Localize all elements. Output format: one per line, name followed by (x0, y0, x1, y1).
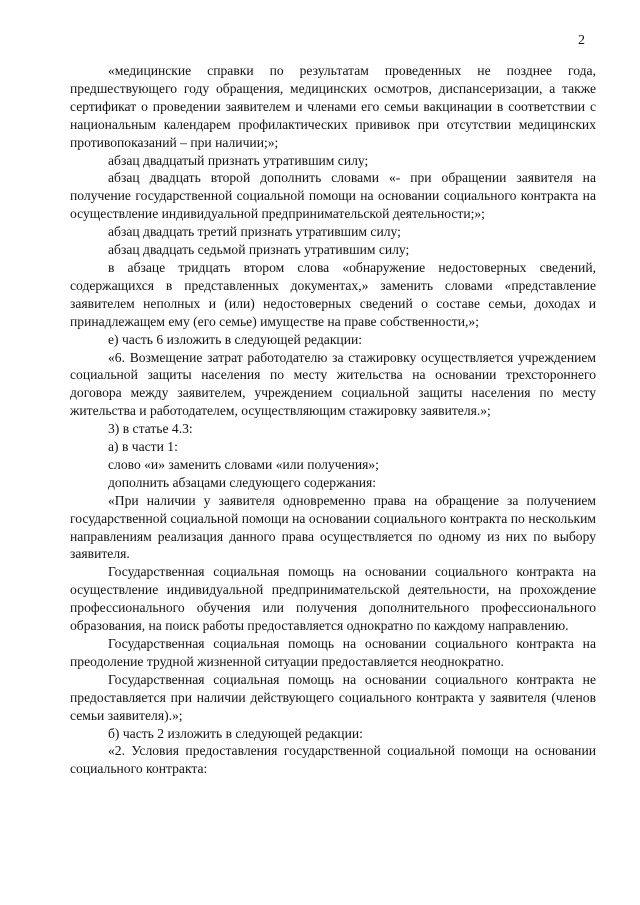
page-number: 2 (578, 33, 585, 48)
paragraph-twentieth-repealed: абзац двадцатый признать утратившим силу; (108, 152, 369, 168)
document-body (70, 62, 596, 778)
paragraph-multiple-directions: «При наличии у заявителя одновременно права на обращение за получением государственной социальной помощи на основании социального контракта по нескольким направлениям реализация данного права осуществляется по одному из них по выбору заявителя. (70, 492, 596, 562)
paragraph-part-1: а) в части 1: (108, 439, 178, 455)
paragraph-not-provided: Государственная социальная помощь на основании социального контракта не предоставляется при наличии действующего социального контракта у заявителя (членов семьи заявителя).»; (70, 671, 596, 723)
paragraph-part-2-heading: б) часть 2 изложить в следующей редакции: (108, 725, 363, 741)
paragraph-part-2-text: «2. Условия предоставления государственной социальной помощи на основании социального контракта: (70, 743, 596, 777)
paragraph-once-per-direction: Государственная социальная помощь на основании социального контракта на осуществление индивидуальной предпринимательской деятельности, на прохождение профессионального обучения или получения дополнительного профессионального образования, на поиск работы предоставляется однократно по каждому направлению. (70, 564, 596, 634)
paragraph-medical-certificates: «медицинские справки по результатам проведенных не позднее года, предшествующего году обращения, медицинских осмотров, диспансеризации, а также сертификат о проведении заявителем и членами его семьи вакцинации в соответствии с национальным календарем профилактических прививок при отсутствии медицинских противопоказаний – при наличии;»; (70, 63, 596, 150)
paragraph-part-6-text: «6. Возмещение затрат работодателю за стажировку осуществляется учреждением социальной защиты населения по месту жительства на основании трехстороннего договора между заявителем, учреждением социальной защиты населения по месту жительства и работодателем, осуществляющим стажировку заявителя.»; (70, 349, 596, 419)
paragraph-part-6-heading: е) часть 6 изложить в следующей редакции: (108, 331, 363, 347)
paragraph-add-abzacs: дополнить абзацами следующего содержания: (108, 474, 377, 490)
paragraph-twenty-third-repealed: абзац двадцать третий признать утратившим силу; (108, 224, 401, 240)
paragraph-word-replace: слово «и» заменить словами «или получения»; (108, 456, 379, 472)
paragraph-twenty-second: абзац двадцать второй дополнить словами «- при обращении заявителя на получение государственной социальной помощи на основании социального контракта на осуществление индивидуальной предпринимательской деятельности;»; (70, 170, 596, 222)
paragraph-repeatedly: Государственная социальная помощь на основании социального контракта на преодоление трудной жизненной ситуации предоставляется неоднократно. (70, 636, 596, 669)
paragraph-thirty-second: в абзаце тридцать втором слова «обнаружение недостоверных сведений, содержащихся в представленных документах,» заменить словами «представление заявителем неполных и (или) недостоверных сведений о составе семьи, доходах и принадлежащем ему (его семье) имуществе на праве собственности,»; (70, 259, 596, 329)
paragraph-article-4-3: 3) в статье 4.3: (108, 421, 193, 437)
paragraph-twenty-seventh-repealed: абзац двадцать седьмой признать утратившим силу; (108, 242, 410, 258)
